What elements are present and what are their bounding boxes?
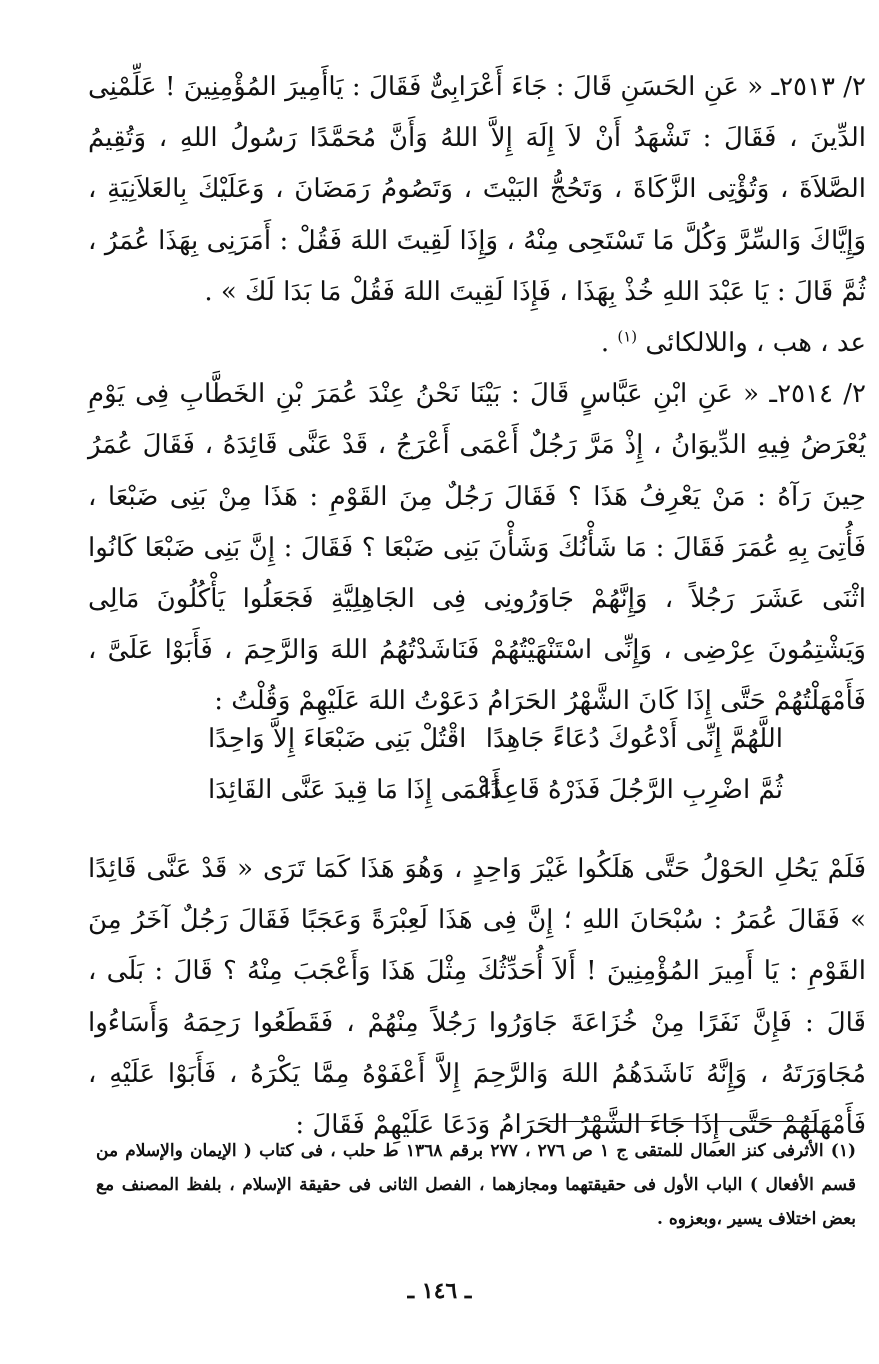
- hadith-2514-intro: ٢/ ٢٥١٤ـ « عَنِ ابْنِ عَبَّاسٍ قَالَ : بَيْنَا نَحْنُ عِنْدَ عُمَرَ بْنِ الخَطَّابِ فِى يَوْمِ يُعْرَضُ فِيهِ الدِّيوَانُ ، إِذْ مَرَّ رَجُلٌ أَعْمَى أَعْرَجُ ، قَدْ عَنَّى قَائِدَهُ ، فَقَالَ عُمَرُ حِينَ رَآهُ : مَنْ يَعْرِفُ هَذَا ؟ فَقَالَ رَجُلٌ مِنَ القَوْمِ : هَذَا مِنْ بَنِى ضَبْعَا ، فَأُتِىَ بِهِ عُمَرَ فَقَالَ : مَا شَأْنُكَ وَشَأْنَ بَنِى ضَبْعَا ؟ فَقَالَ : إِنَّ بَنِى ضَبْعَا كَانُوا اثْنَى عَشَرَ رَجُلاً ، وَإِنَّهُمْ جَاوَرُونِى فِى الجَاهِلِيَّةِ فَجَعَلُوا يَأْكُلُونَ مَالِى وَيَشْتِمُونَ عِرْضِى ، وَإِنِّى اسْتَنْهَيْتُهُمْ فَنَاشَدْتُهُمُ اللهَ وَالرَّحِمَ ، فَأَبَوْا عَلَىَّ ، فَأَمْهَلْتُهُمْ حَتَّى إِذَا كَانَ الشَّهْرُ الحَرَامُ دَعَوْتُ اللهَ عَلَيْهِمْ وَقُلْتُ :: [88, 379, 866, 717]
- page-number: ـ ١٤٦ ـ: [407, 1278, 472, 1304]
- hadith-2514-continuation: فَلَمْ يَحُلِ الحَوْلُ حَتَّى هَلَكُوا غَيْرَ وَاحِدٍ ، وَهُوَ هَذَا كَمَا تَرَى « قَدْ عَنَّى قَائِدًا » فَقَالَ عُمَرُ : سُبْحَانَ اللهِ ؛ إِنَّ فِى هَذَا لَعِبْرَةً وَعَجَبًا فَقَالَ رَجُلٌ آخَرُ مِنَ القَوْمِ : يَا أَمِيرَ المُؤْمِنِينَ ! أَلاَ أُحَدِّثُكَ مِثْلَ هَذَا وَأَعْجَبَ مِنْهُ ؟ قَالَ : بَلَى ، قَالَ : فَإِنَّ نَفَرًا مِنْ خُزَاعَةَ جَاوَرُوا رَجُلاً مِنْهُمْ ، فَقَطَعُوا رَحِمَهُ وَأَسَاءُوا مُجَاوَرَتَهُ ، وَإِنَّهُ نَاشَدَهُمُ اللهَ وَالرَّحِمَ إِلاَّ أَعْفَوْهُ مِمَّا يَكْرَهُ ، فَأَبَوْا عَلَيْهِ ، فَأَمْهَلَهُمْ حَتَّى إِذَا جَاءَ الشَّهْرُ الحَرَامُ وَدَعَا عَلَيْهِمْ فَقَالَ :: [88, 854, 866, 1141]
- hadith-2514-continuation-block: [88, 818, 866, 1177]
- verse-line-2-left: أَعْمَى إِذَا مَا قِيدَ عَنَّى القَائِدَا: [208, 775, 500, 805]
- verse-line-1-left: اقْتُلْ بَنِى ضَبْعَاءَ إِلاَّ وَاحِدًا: [208, 724, 467, 754]
- verse-line-1-right: اللَّهُمَّ إِنِّى أَدْعُوكَ دُعَاءً جَاهِدًا: [485, 724, 783, 754]
- footnote-text: (١) الأثرفى كنز العمال للمتقى ج ١ ص ٢٧٦ ، ٢٧٧ برقم ١٣٦٨ ط حلب ، فى كتاب ( الإيمان والإسلام من قسم الأفعال ) الباب الأول فى حقيقتهما ومجازهما ، الفصل الثانى فى حقيقة الإسلام ، بلفظ المصنف مع بعض اختلاف يسير ،وبعزوه .: [96, 1141, 857, 1229]
- source-label: عد ، هب ، واللالكائى: [645, 328, 866, 359]
- verse-line-2-right: ثُمَّ اضْرِبِ الرَّجُلَ فَذَرْهُ قَاعِدًا: [483, 775, 783, 805]
- footnote-marker: (١): [617, 327, 638, 346]
- hadith-2513-source: عد ، هب ، واللالكائى $^{(١)}$ .: [600, 327, 866, 359]
- hadith-2513-text: ٢/ ٢٥١٣ـ « عَنِ الحَسَنِ قَالَ : جَاءَ أَعْرَابِىٌّ فَقَالَ : يَاأَمِيرَ المُؤْمِنِينَ ! عَلِّمْنِى الدِّينَ ، فَقَالَ : تَشْهَدُ أَنْ لاَ إِلَهَ إِلاَّ اللهُ وَأَنَّ مُحَمَّدًا رَسُولُ اللهِ ، وَتُقِيمُ الصَّلاَةَ ، وَتُؤْتِى الزَّكَاةَ ، وَتَحُجُّ البَيْتَ ، وَتَصُومُ رَمَضَانَ ، وَعَلَيْكَ بِالعَلاَنِيَةِ ، وَإِيَّاكَ وَالسِّرَّ وَكُلَّ مَا تَسْتَحِى مِنْهُ ، وَإِذَا لَقِيتَ اللهَ فَقُلْ : أَمَرَنِى بِهَذَا عُمَرُ ، ثُمَّ قَالَ : يَا عَبْدَ اللهِ خُذْ بِهَذَا ، فَإِذَا لَقِيتَ اللهَ فَقُلْ مَا بَدَا لَكَ » .: [88, 72, 866, 307]
- main-text-block: [88, 62, 866, 728]
- footnote-divider: [548, 1121, 816, 1122]
